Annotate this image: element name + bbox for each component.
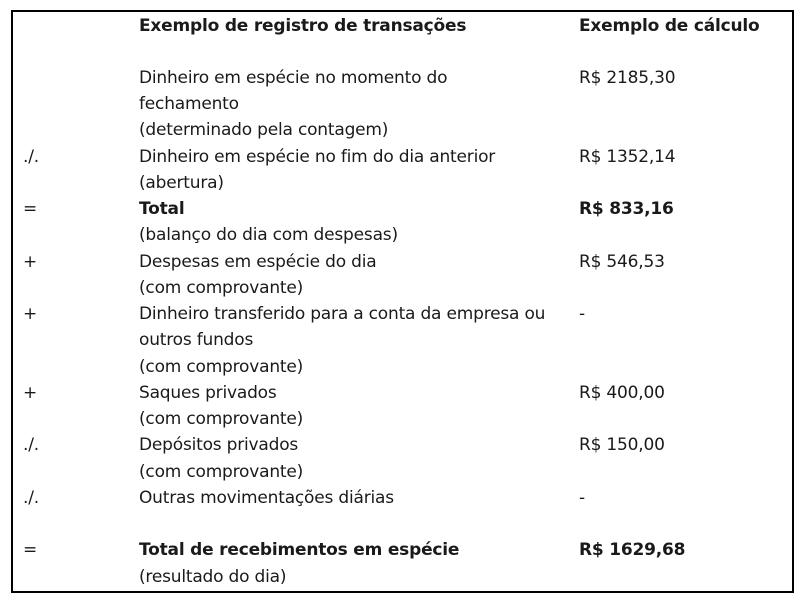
row-operator: = [23,540,38,560]
row-description: Dinheiro em espécie no momento do [139,68,448,88]
row-description: Outras movimentações diárias [139,488,394,508]
row-value: R$ 1352,14 [579,147,676,167]
row-description: (com comprovante) [139,278,304,298]
row-operator: = [23,199,38,219]
header-description: Exemplo de registro de transações [139,16,467,36]
row-operator: + [23,252,38,272]
row-operator: ./. [23,147,39,167]
row-description: (balanço do dia com despesas) [139,225,398,245]
row-description: Saques privados [139,383,277,403]
row-description: Depósitos privados [139,435,299,455]
row-description: Total de recebimentos em espécie [139,540,460,560]
row-description: (com comprovante) [139,462,304,482]
row-value: R$ 546,53 [579,252,665,272]
row-description: Dinheiro transferido para a conta da empresa ou [139,304,546,324]
row-description: (com comprovante) [139,409,304,429]
row-description: (resultado do dia) [139,567,287,587]
row-description: outros fundos [139,330,254,350]
row-value: - [579,488,585,508]
transactions-table [11,10,794,593]
row-value: R$ 1629,68 [579,540,686,560]
row-description: Despesas em espécie do dia [139,252,377,272]
row-operator: + [23,383,38,403]
row-value: R$ 150,00 [579,435,665,455]
row-description: fechamento [139,94,239,114]
row-value: R$ 2185,30 [579,68,676,88]
row-value: - [579,304,585,324]
row-value: R$ 400,00 [579,383,665,403]
row-description: (com comprovante) [139,357,304,377]
row-operator: ./. [23,435,39,455]
row-description: (determinado pela contagem) [139,120,389,140]
row-description: Total [139,199,185,219]
row-operator: + [23,304,38,324]
row-operator: ./. [23,488,39,508]
row-description: (abertura) [139,173,224,193]
row-description: Dinheiro em espécie no fim do dia anterior [139,147,496,167]
header-calculation: Exemplo de cálculo [579,16,760,36]
row-value: R$ 833,16 [579,199,674,219]
